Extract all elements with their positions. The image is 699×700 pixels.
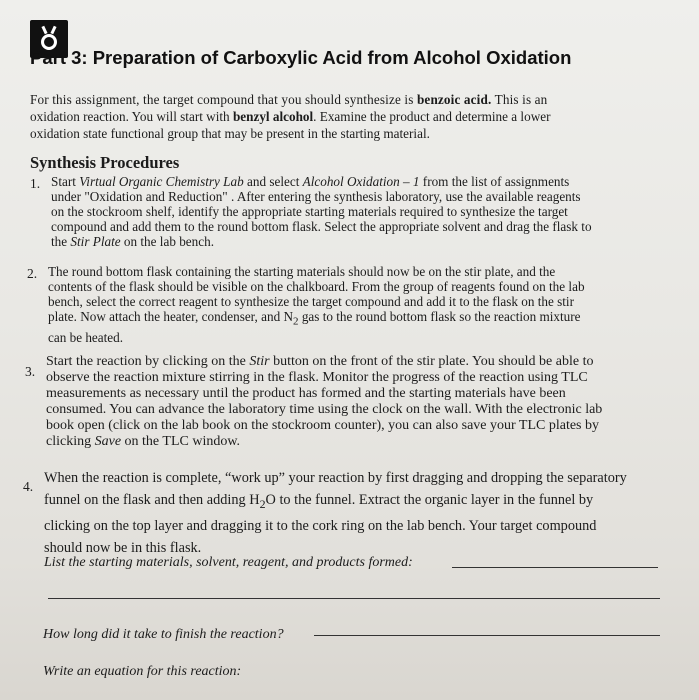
step-1-text: Start Virtual Organic Chemistry Lab and select Alcohol Oxidation – 1 from the list of assignments under "Oxidation and Reduction" . After entering the synthesis laboratory, use the available reagents on the stockroom shelf, identify the appropriate starting materials required to synthesize the target compound and add them to the round bottom flask. Select the appropriate solvent and drag the flask to the Stir Plate on the lab bench. bbox=[51, 174, 592, 249]
intro-paragraph: For this assignment, the target compound that you should synthesize is benzoic acid. This is an oxidation reaction. You will start with benzyl alcohol. Examine the product and determine a lower oxidation state functional group that may be present in the starting material. bbox=[30, 92, 551, 141]
step-number: 3. bbox=[25, 364, 36, 379]
answer-line[interactable] bbox=[452, 567, 658, 568]
answer-line[interactable] bbox=[48, 598, 660, 599]
step-2-text: The round bottom flask containing the starting materials should now be on the stir plate, and the contents of the flask should be visible on the chalkboard. From the group of reagents found on the lab bench, select the correct reagent to synthesize the target compound and add it to the flask on the stir plate. Now attach the heater, condenser, and $N_2$ gas to the round bottom flask so the reaction mixture can be heated. bbox=[48, 264, 585, 345]
question-equation: Write an equation for this reaction: bbox=[43, 664, 242, 679]
question-time: How long did it take to finish the reaction? bbox=[43, 627, 284, 642]
question-materials: List the starting materials, solvent, reagent, and products formed: bbox=[44, 555, 413, 570]
page-title: Part 3: Preparation of Carboxylic Acid from Alcohol Oxidation bbox=[30, 47, 572, 68]
step-number: 2. bbox=[27, 266, 38, 281]
step-3-text: Start the reaction by clicking on the Stir button on the front of the stir plate. You should be able to observe the reaction mixture stirring in the flask. Monitor the progress of the reaction using TLC measurements as necessary until the product has formed and the starting materials have been consumed. You can advance the laboratory time using the clock on the wall. With the electronic lab book open (click on the lab book on the stockroom counter), you can also save your TLC plates by clicking Save on the TLC window. bbox=[46, 354, 603, 449]
procedures-heading: Synthesis Procedures bbox=[30, 153, 180, 172]
answer-line[interactable] bbox=[314, 635, 660, 636]
step-number: 1. bbox=[30, 176, 41, 191]
step-number: 4. bbox=[23, 479, 34, 494]
step-4-text: When the reaction is complete, “work up” your reaction by first dragging and dropping the separatory funnel on the flask and then adding $H_2O$ to the funnel. Extract the organic layer in the funnel by clicking on the top layer and dragging it to the cork ring on the lab bench. Your target compound should now be in this flask. bbox=[44, 470, 627, 556]
